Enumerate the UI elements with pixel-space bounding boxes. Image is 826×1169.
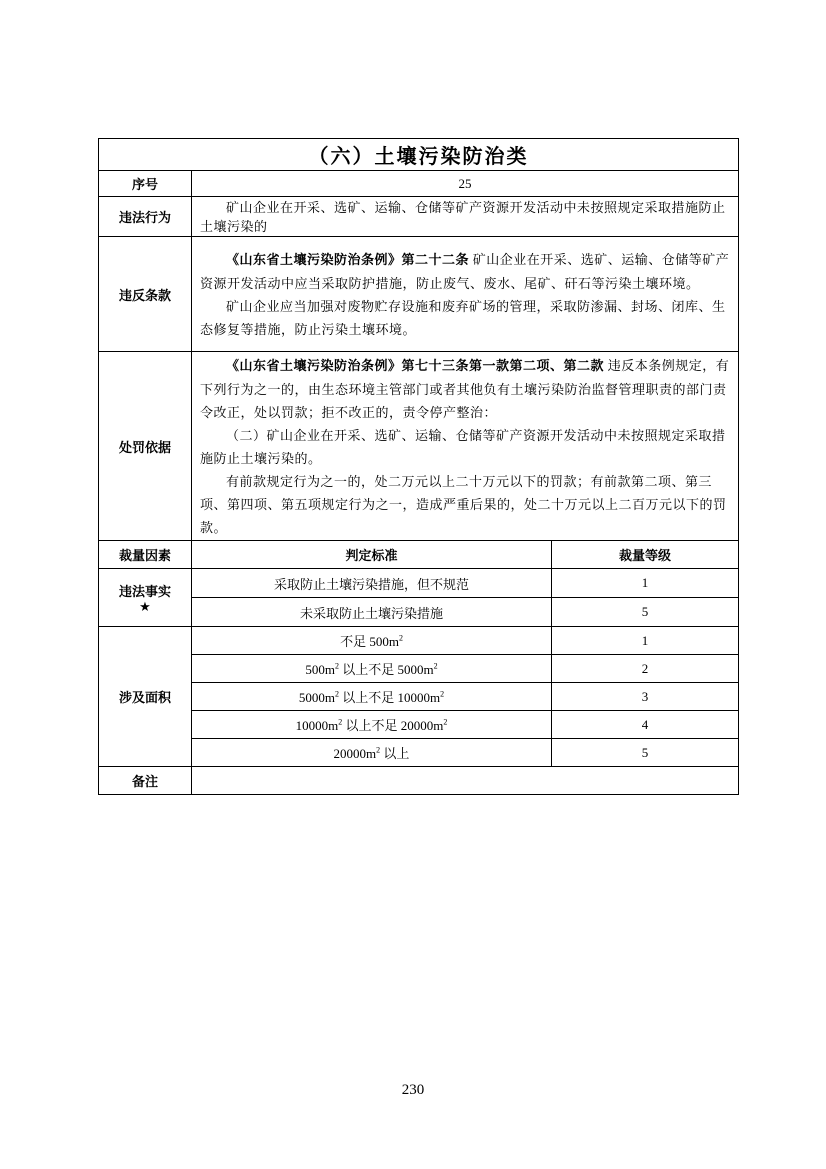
area-standard: [192, 627, 552, 655]
area-label: 涉及面积: [99, 627, 192, 767]
area-text: 不足 500m: [340, 634, 399, 649]
facts-level: 1: [552, 569, 739, 598]
facts-standard: 采取防止土壤污染措施，但不规范: [192, 569, 552, 598]
facts-label-text: 违法事实: [118, 584, 171, 600]
facts-level: 5: [552, 598, 739, 627]
sup: 2: [440, 689, 445, 699]
penalty-text: 违反本条例规定，有下列行为之一的，由生态环境主管部门或者其他负有土壤污染防治监督管理职责的部门责令改正，处以罚款；拒不改正的，责令停产整治：: [200, 357, 730, 420]
serial-value: 25: [192, 171, 739, 197]
penalty-clause: [200, 354, 730, 424]
penalty-text-2: （二）矿山企业在开采、选矿、运输、仓储等矿产资源开发活动中未按照规定采取措施防止土壤污染的。: [200, 427, 726, 466]
area-level: 4: [552, 711, 739, 739]
level-header: 裁量等级: [552, 541, 739, 569]
page-number: 230: [401, 1082, 425, 1098]
area-text: 以上: [380, 746, 410, 761]
factor-header: 裁量因素: [99, 541, 192, 569]
sup: 2: [338, 717, 343, 727]
violated-law-title: 《山东省土壤污染防治条例》第二十二条: [226, 252, 470, 268]
penalty-text-3: 有前款规定行为之一的，处二万元以上二十万元以下的罚款；有前款第二项、第三项、第四项、第五项规定行为之一，造成严重后果的，处二十万元以上二百万元以下的罚款。: [200, 473, 727, 535]
behavior-text: 矿山企业在开采、选矿、运输、仓储等矿产资源开发活动中未按照规定采取措施防止土壤污染的: [200, 199, 726, 234]
star-icon: ★: [139, 599, 151, 615]
sup: 2: [443, 717, 448, 727]
violated-text: 矿山企业在开采、选矿、运输、仓储等矿产资源开发活动中应当采取防护措施，防止废气、废水、尾矿、矸石等污染土壤环境。: [200, 251, 730, 291]
remark-label: 备注: [99, 767, 192, 795]
penalty-label: 处罚依据: [99, 352, 192, 541]
violated-clause: [200, 248, 730, 295]
sup: 2: [335, 661, 339, 671]
area-text: 以上不足 20000m: [342, 718, 444, 733]
area-level: 1: [552, 627, 739, 655]
violated-label: 违反条款: [99, 237, 192, 352]
facts-label: [99, 569, 192, 627]
behavior-label: 违法行为: [99, 197, 192, 237]
area-standard: [192, 683, 552, 711]
penalty-law-title: 《山东省土壤污染防治条例》第七十三条第一款第二项、第二款: [226, 358, 605, 374]
area-standard: [192, 655, 552, 683]
area-text: 以上不足 10000m: [339, 690, 441, 705]
violated-text-2: 矿山企业应当加强对废物贮存设施和废弃矿场的管理，采取防渗漏、封场、闭库、生态修复等措施，防止污染土壤环境。: [200, 298, 726, 337]
sup: 2: [398, 633, 403, 643]
area-level: 2: [552, 655, 739, 683]
area-standard: [192, 739, 552, 767]
area-standard: [192, 711, 552, 739]
penalty-table: [98, 138, 739, 795]
area-text: 5000m: [298, 690, 335, 705]
area-level: 3: [552, 683, 739, 711]
area-text: 10000m: [295, 718, 339, 733]
sup: 2: [376, 745, 381, 755]
remark-value: [192, 767, 739, 795]
standard-header: 判定标准: [192, 541, 552, 569]
section-title: （六）土壤污染防治类: [99, 139, 739, 171]
serial-label: 序号: [99, 171, 192, 197]
area-text: 500m: [305, 662, 335, 677]
area-level: 5: [552, 739, 739, 767]
sup: 2: [433, 661, 438, 671]
area-text: 20000m: [333, 746, 377, 761]
sup: 2: [335, 689, 339, 699]
facts-standard: 未采取防止土壤污染措施: [192, 598, 552, 627]
area-text: 以上不足 5000m: [339, 662, 434, 677]
